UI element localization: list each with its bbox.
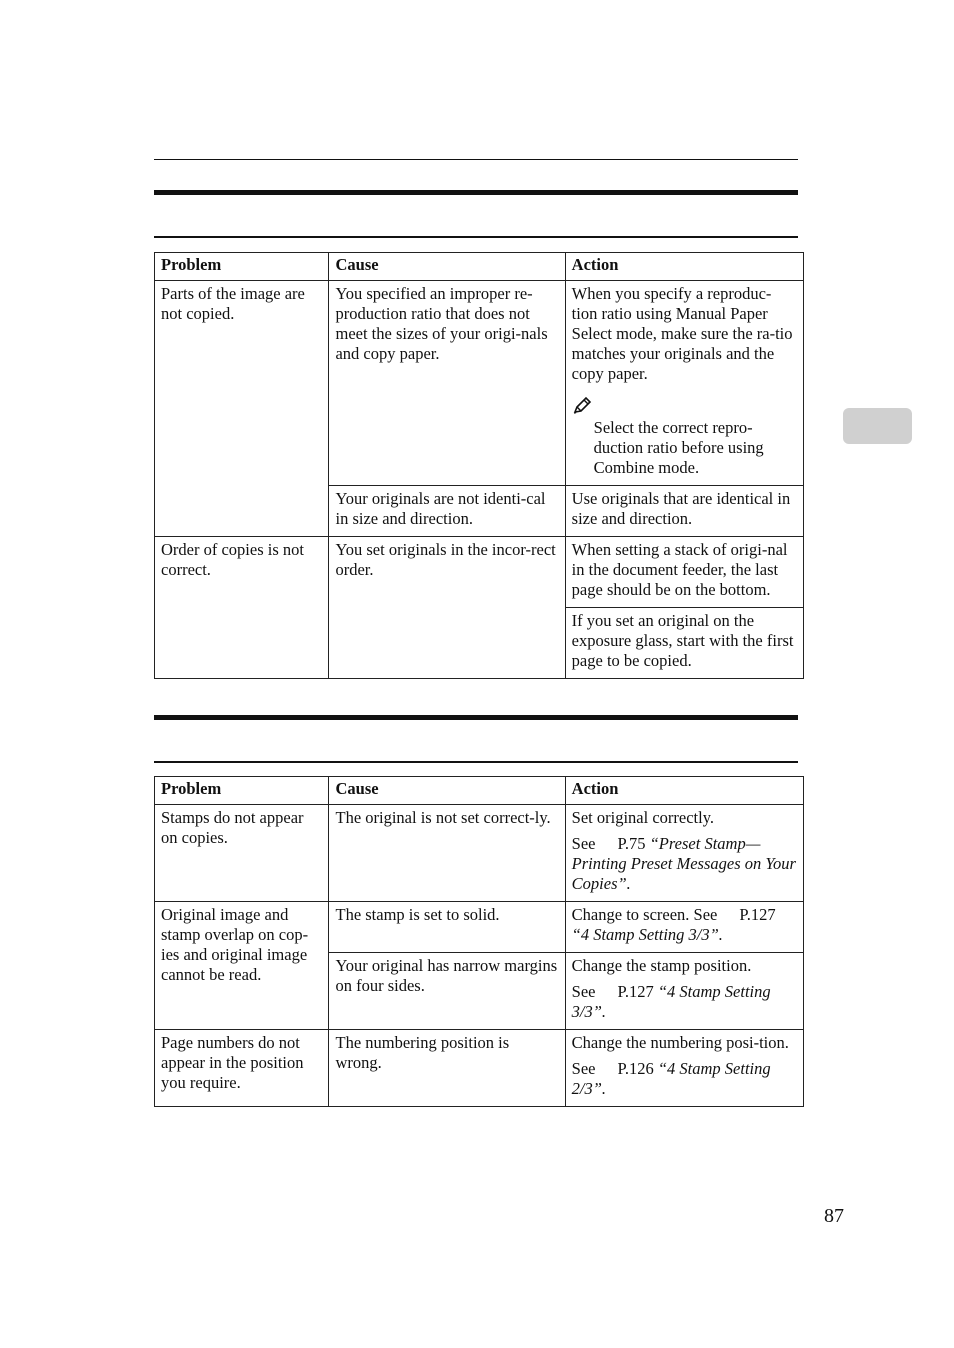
page-number: 87 [824, 1205, 844, 1227]
see-title: “4 Stamp Setting 2/3”. [571, 1059, 771, 1098]
header-action: Action [565, 253, 803, 281]
table-header-row [155, 253, 804, 281]
action-cell [565, 805, 803, 902]
action-cell [565, 281, 803, 486]
see-page: P.127 [617, 982, 654, 1001]
header-problem: Problem [155, 253, 329, 281]
action-cell: When setting a stack of origi-nal in the document feeder, the last page should be on the bottom. [565, 537, 803, 608]
see-label: See [571, 982, 596, 1001]
section-rule-top-1 [154, 190, 798, 195]
cause-cell: Your original has narrow margins on four sides. [329, 953, 565, 1030]
problem-cell: Stamps do not appear on copies. [155, 805, 329, 902]
pencil-note-icon [572, 396, 797, 416]
table-header-row [155, 777, 804, 805]
problem-cell: Original image and stamp overlap on cop-ies and original image cannot be read. [155, 902, 329, 1030]
header-cause: Cause [329, 777, 565, 805]
action-cell: If you set an original on the exposure glass, start with the first page to be copied. [565, 608, 803, 679]
action-text: Change the stamp position. [571, 956, 752, 975]
cause-cell: The numbering position is wrong. [329, 1030, 565, 1107]
section-rule-bottom-1 [154, 236, 798, 238]
cross-reference[interactable] [572, 982, 797, 1022]
table-row [155, 805, 804, 902]
cause-cell: The original is not set correct-ly. [329, 805, 565, 902]
header-problem: Problem [155, 777, 329, 805]
table-row [155, 537, 804, 608]
see-label: See [571, 834, 596, 853]
cause-cell: Your originals are not identi-cal in size and direction. [329, 486, 565, 537]
table-row [155, 1030, 804, 1107]
section-rule-bottom-2 [154, 761, 798, 763]
troubleshooting-table-2 [154, 776, 804, 1107]
see-page: P.126 [617, 1059, 654, 1078]
header-rule [154, 159, 798, 160]
action-text: When you specify a reproduc-tion ratio using Manual Paper Select mode, make sure the ra-tio matches your originals and the copy paper. [571, 284, 793, 383]
section-rule-top-2 [154, 715, 798, 720]
problem-cell: Order of copies is not correct. [155, 537, 329, 679]
action-cell [565, 953, 803, 1030]
action-cell: Use originals that are identical in size and direction. [565, 486, 803, 537]
see-title: “4 Stamp Setting 3/3”. [571, 925, 723, 944]
action-cell [565, 1030, 803, 1107]
table-row [155, 902, 804, 953]
chapter-tab [843, 408, 912, 444]
action-text: Set original correctly. [571, 808, 715, 827]
troubleshooting-table-1 [154, 252, 804, 679]
problem-cell: Parts of the image are not copied. [155, 281, 329, 537]
cross-reference[interactable] [572, 1059, 797, 1099]
header-cause: Cause [329, 253, 565, 281]
cross-reference[interactable] [572, 834, 797, 894]
see-title: “Preset Stamp—Printing Preset Messages on Your Copies”. [571, 834, 796, 893]
header-action: Action [565, 777, 803, 805]
cause-cell: The stamp is set to solid. [329, 902, 565, 953]
see-label: See [571, 1059, 596, 1078]
cause-cell: You set originals in the incor-rect order. [329, 537, 565, 679]
problem-cell: Page numbers do not appear in the position you require. [155, 1030, 329, 1107]
see-title: “4 Stamp Setting 3/3”. [571, 982, 771, 1021]
note-text: Select the correct repro-duction ratio before using Combine mode. [593, 418, 764, 477]
action-text: Change the numbering posi-tion. [571, 1033, 789, 1052]
action-text: Change to screen. See [571, 905, 718, 924]
table-row [155, 281, 804, 486]
cause-cell: You specified an improper re-production ratio that does not meet the sizes of your origi-nals and copy paper. [329, 281, 565, 486]
see-page: P.127 [739, 905, 776, 924]
action-cell[interactable] [565, 902, 803, 953]
see-page: P.75 [617, 834, 646, 853]
